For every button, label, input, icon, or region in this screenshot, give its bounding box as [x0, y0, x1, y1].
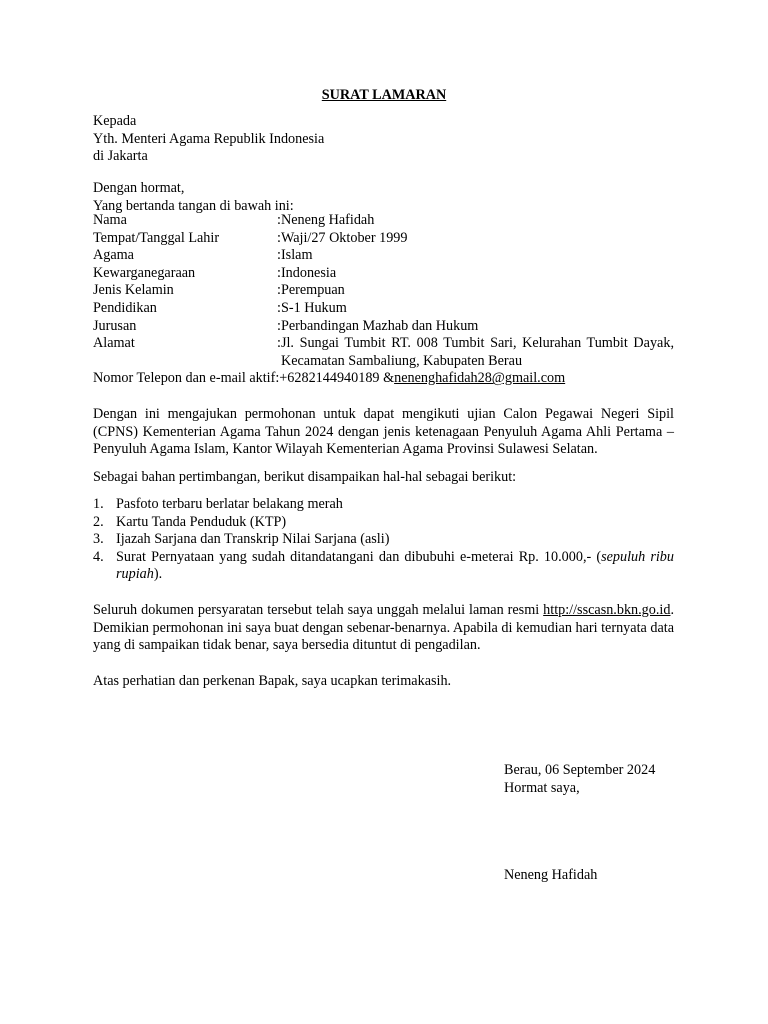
recipient-line-1: Kepada [93, 113, 137, 129]
identity-separator: : [277, 299, 281, 316]
paragraph-closing: Atas perhatian dan perkenan Bapak, saya ucapkan terimakasih. [93, 673, 452, 689]
identity-row-education [93, 300, 674, 318]
identity-value: Perempuan [280, 282, 345, 299]
greeting-block [93, 180, 674, 215]
greeting: Dengan hormat, [93, 180, 185, 196]
recipient-line-2: Yth. Menteri Agama Republik Indonesia [93, 130, 325, 147]
sscasn-link[interactable]: http://sscasn.bkn.go.id [543, 602, 671, 618]
list-text: Ijazah Sarjana dan Transkrip Nilai Sarjana (asli) [116, 531, 390, 548]
list-item [93, 531, 674, 549]
contact-email-link[interactable]: nenenghafidah28@gmail.com [394, 370, 566, 387]
contact-phone: +6282144940189 & [279, 370, 395, 387]
list-number: 2. [93, 513, 104, 530]
identity-value: Neneng Hafidah [280, 212, 375, 228]
list-text: Kartu Tanda Penduduk (KTP) [116, 513, 287, 530]
intro-line: Yang bertanda tangan di bawah ini: [93, 197, 294, 214]
paragraph-consideration: Sebagai bahan pertimbangan, berikut disampaikan hal-hal sebagai berikut: [93, 469, 517, 485]
identity-row-religion [93, 247, 674, 265]
identity-value: Jl. Sungai Tumbit RT. 008 Tumbit Sari, Kelurahan Tumbit Dayak, Kecamatan Sambaliung, Kabupaten Berau [280, 335, 674, 369]
identity-value: Islam [280, 247, 313, 264]
list-text: Pasfoto terbaru berlatar belakang merah [116, 496, 343, 512]
identity-value: Indonesia [280, 264, 337, 281]
requirements-list [93, 496, 674, 584]
identity-value: S-1 Hukum [280, 299, 347, 316]
paragraph-upload-after: . Demikian permohonan ini saya buat dengan sebenar-benarnya. Apabila di kemudian hari ternyata data yang di sampaikan tidak benar, saya bersedia dituntut di pengadilan. [93, 602, 674, 654]
letter-title: SURAT LAMARAN [321, 87, 447, 103]
list-item [93, 496, 674, 514]
identity-label: Jenis Kelamin [93, 282, 174, 299]
identity-row-name [93, 212, 674, 230]
identity-label: Alamat [93, 335, 135, 352]
identity-separator: : [277, 247, 281, 264]
identity-label: Tempat/Tanggal Lahir [93, 229, 220, 246]
identity-row-gender [93, 282, 674, 300]
signature-block [504, 762, 704, 797]
identity-separator: : [277, 317, 281, 334]
paragraph-upload [93, 602, 674, 655]
identity-table [93, 212, 674, 388]
list-number: 1. [93, 496, 104, 512]
signature-name-block [504, 867, 704, 885]
upload-paragraph [93, 602, 674, 655]
place-date: Berau, 06 September 2024 [504, 762, 656, 778]
identity-label: Agama [93, 247, 134, 264]
list-item [93, 514, 674, 532]
identity-row-birth [93, 230, 674, 248]
regards: Hormat saya, [504, 779, 580, 796]
identity-label: Jurusan [93, 317, 137, 334]
contact-label: Nomor Telepon dan e-mail aktif [93, 370, 276, 387]
identity-separator: : [277, 335, 281, 352]
list-text-main: Surat Pernyataan yang sudah ditandatangani dan dibubuhi e-meterai Rp. 10.000,- ( [116, 548, 602, 565]
consideration-paragraph [93, 469, 674, 487]
identity-value: Waji/27 Oktober 1999 [280, 229, 408, 246]
identity-separator: : [277, 229, 281, 246]
application-paragraph [93, 406, 674, 459]
identity-label: Nama [93, 212, 127, 228]
identity-separator: : [277, 264, 281, 281]
closing-paragraph [93, 673, 674, 691]
identity-row-major [93, 318, 674, 336]
list-number: 4. [93, 548, 104, 565]
list-item [93, 549, 674, 584]
identity-label: Pendidikan [93, 299, 157, 316]
identity-row-citizenship [93, 265, 674, 283]
recipient-block [93, 113, 674, 166]
identity-row-address [93, 335, 674, 370]
list-text [116, 549, 674, 584]
identity-separator: : [277, 282, 281, 299]
list-number: 3. [93, 531, 104, 548]
identity-label: Kewarganegaraan [93, 264, 196, 281]
recipient-line-3: di Jakarta [93, 148, 148, 165]
signature-name: Neneng Hafidah [504, 867, 598, 883]
identity-row-contact [93, 370, 674, 388]
contact-separator: : [275, 370, 280, 387]
identity-value: Perbandingan Mazhab dan Hukum [280, 317, 479, 334]
list-text-end: ). [153, 566, 163, 583]
paragraph-application: Dengan ini mengajukan permohonan untuk dapat mengikuti ujian Calon Pegawai Negeri Sipil (CPNS) Kementerian Agama Tahun 2024 dengan jenis ketenagaan Penyuluh Agama Ahli Pertama – Penyuluh Agama Islam, Kantor Wilayah Kementerian Agama Provinsi Sulawesi Selatan. [93, 406, 674, 458]
paragraph-upload-before: Seluruh dokumen persyaratan tersebut telah saya unggah melalui laman resmi [93, 602, 544, 618]
list-text-italic: sepuluh ribu rupiah [116, 548, 674, 583]
identity-separator: : [277, 212, 281, 228]
